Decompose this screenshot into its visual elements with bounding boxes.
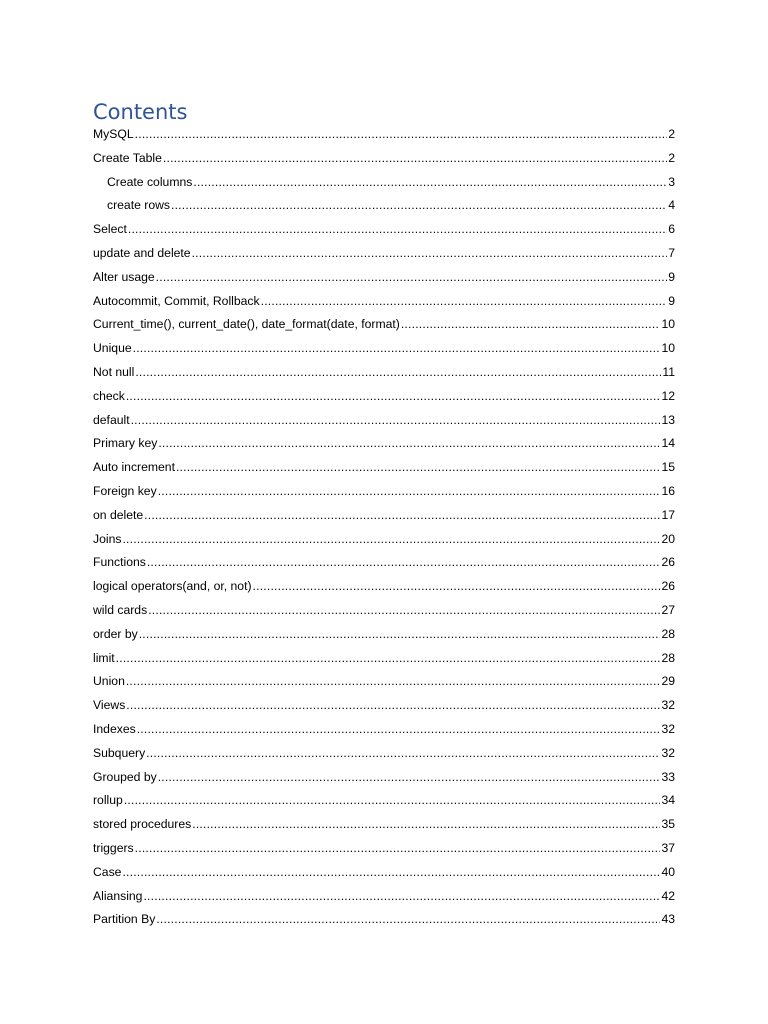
toc-entry-label: Autocommit, Commit, Rollback	[93, 293, 260, 308]
toc-dot-leader	[116, 647, 661, 671]
toc-dot-leader	[156, 908, 660, 932]
toc-dot-leader	[163, 147, 667, 171]
toc-dot-leader	[124, 789, 661, 813]
toc-entry-page-number: 32	[661, 698, 675, 713]
toc-dot-leader	[148, 599, 660, 623]
toc-entry[interactable]	[93, 766, 675, 790]
toc-entry-label: order by	[93, 626, 138, 641]
toc-entry-page-number: 10	[661, 317, 675, 332]
toc-dot-leader	[192, 813, 660, 837]
toc-entry-page-number: 15	[661, 460, 675, 475]
toc-entry-page-number: 6	[668, 222, 675, 237]
toc-entry[interactable]	[93, 337, 675, 361]
toc-entry-label: update and delete	[93, 245, 191, 260]
toc-entry-label: Not null	[93, 364, 135, 379]
toc-entry[interactable]	[93, 813, 675, 837]
toc-entry-page-number: 40	[661, 864, 675, 879]
toc-entry-page-number: 34	[661, 793, 675, 808]
toc-entry-page-number: 32	[661, 721, 675, 736]
toc-entry[interactable]	[93, 908, 675, 932]
toc-dot-leader	[128, 218, 667, 242]
toc-entry-label: Auto increment	[93, 460, 175, 475]
toc-dot-leader	[253, 575, 661, 599]
toc-entry-label: MySQL	[93, 127, 134, 141]
table-of-contents	[93, 123, 675, 932]
toc-entry-page-number: 28	[661, 650, 675, 665]
toc-entry[interactable]	[93, 861, 675, 885]
toc-entry[interactable]	[93, 432, 675, 456]
toc-entry-page-number: 27	[661, 602, 675, 617]
toc-dot-leader	[147, 551, 661, 575]
toc-entry-label: Aliansing	[93, 888, 143, 903]
toc-entry-page-number: 43	[661, 912, 675, 927]
toc-dot-leader	[193, 171, 667, 195]
toc-entry-label: check	[93, 388, 125, 403]
toc-entry-label: Foreign key	[93, 483, 157, 498]
toc-entry[interactable]	[93, 147, 675, 171]
toc-dot-leader	[126, 385, 661, 409]
toc-entry-label: Views	[93, 698, 126, 713]
toc-dot-leader	[135, 361, 661, 385]
toc-entry-label: Primary key	[93, 436, 158, 451]
toc-entry[interactable]	[93, 218, 675, 242]
toc-entry-label: Union	[93, 674, 125, 689]
toc-dot-leader	[171, 194, 667, 218]
toc-entry-page-number: 10	[661, 341, 675, 356]
toc-dot-leader	[156, 266, 668, 290]
toc-dot-leader	[126, 670, 661, 694]
toc-entry[interactable]	[93, 194, 675, 218]
toc-entry-label: Functions	[93, 555, 146, 570]
toc-entry-page-number: 16	[661, 483, 675, 498]
toc-entry-label: triggers	[93, 840, 134, 855]
toc-entry-label: limit	[93, 650, 115, 665]
toc-entry-page-number: 2	[668, 127, 675, 141]
toc-entry-label: Subquery	[93, 745, 146, 760]
toc-entry-page-number: 17	[661, 507, 675, 522]
toc-entry-page-number: 20	[661, 531, 675, 546]
toc-entry[interactable]	[93, 718, 675, 742]
toc-entry-page-number: 28	[661, 626, 675, 641]
toc-entry[interactable]	[93, 599, 675, 623]
toc-entry-label: Current_time(), current_date(), date_format(date, format)	[93, 317, 400, 332]
toc-entry-page-number: 37	[661, 840, 675, 855]
toc-entry-page-number: 33	[661, 769, 675, 784]
toc-dot-leader	[144, 504, 660, 528]
toc-entry-label: Indexes	[93, 721, 136, 736]
toc-dot-leader	[146, 742, 660, 766]
toc-entry-label: rollup	[93, 793, 123, 808]
toc-entry-label: Alter usage	[93, 269, 155, 284]
toc-entry-label: default	[93, 412, 130, 427]
toc-entry-label: Case	[93, 864, 122, 879]
toc-entry[interactable]	[93, 551, 675, 575]
toc-entry[interactable]	[93, 575, 675, 599]
toc-entry[interactable]	[93, 123, 675, 147]
toc-dot-leader	[135, 837, 661, 861]
toc-dot-leader	[122, 528, 660, 552]
toc-entry-page-number: 13	[661, 412, 675, 427]
toc-entry[interactable]	[93, 623, 675, 647]
toc-entry[interactable]	[93, 242, 675, 266]
toc-dot-leader	[192, 242, 668, 266]
toc-dot-leader	[401, 313, 661, 337]
toc-dot-leader	[158, 480, 661, 504]
toc-entry-page-number: 14	[661, 436, 675, 451]
toc-entry-page-number: 42	[661, 888, 675, 903]
toc-entry[interactable]	[93, 504, 675, 528]
toc-entry-label: Partition By	[93, 912, 156, 927]
toc-entry-label: Joins	[93, 531, 122, 546]
toc-entry-page-number: 35	[661, 817, 675, 832]
toc-entry[interactable]	[93, 885, 675, 909]
toc-entry-page-number: 26	[661, 555, 675, 570]
toc-entry[interactable]	[93, 694, 675, 718]
toc-entry-page-number: 9	[668, 293, 675, 308]
toc-entry[interactable]	[93, 789, 675, 813]
toc-entry-label: Create Table	[93, 150, 162, 165]
toc-entry-label: logical operators(and, or, not)	[93, 579, 252, 594]
toc-entry[interactable]	[93, 266, 675, 290]
toc-entry-label: Create columns	[107, 174, 193, 189]
toc-dot-leader	[158, 766, 661, 790]
toc-dot-leader	[158, 432, 660, 456]
toc-entry[interactable]	[93, 171, 675, 195]
toc-entry-page-number: 11	[662, 364, 675, 379]
toc-entry-label: create rows	[107, 198, 170, 213]
toc-entry-page-number: 32	[661, 745, 675, 760]
toc-entry-label: Grouped by	[93, 769, 157, 784]
toc-entry-page-number: 3	[668, 174, 675, 189]
toc-entry[interactable]	[93, 528, 675, 552]
toc-entry-page-number: 7	[668, 245, 675, 260]
toc-entry-page-number: 4	[668, 198, 675, 213]
toc-entry[interactable]	[93, 456, 675, 480]
toc-entry-page-number: 12	[661, 388, 675, 403]
toc-entry[interactable]	[93, 742, 675, 766]
toc-entry[interactable]	[93, 647, 675, 671]
toc-heading: Contents	[93, 100, 188, 124]
toc-dot-leader	[133, 337, 661, 361]
toc-entry-page-number: 2	[668, 150, 675, 165]
toc-dot-leader	[131, 409, 661, 433]
toc-entry[interactable]	[93, 385, 675, 409]
toc-entry-label: Select	[93, 222, 127, 237]
toc-entry-page-number: 26	[661, 579, 675, 594]
toc-entry-label: on delete	[93, 507, 144, 522]
toc-entry[interactable]	[93, 313, 675, 337]
toc-dot-leader	[176, 456, 660, 480]
toc-entry[interactable]	[93, 480, 675, 504]
toc-entry[interactable]	[93, 837, 675, 861]
toc-dot-leader	[135, 123, 668, 147]
toc-dot-leader	[122, 861, 660, 885]
toc-entry-label: Unique	[93, 341, 132, 356]
toc-entry-label: stored procedures	[93, 817, 192, 832]
toc-entry[interactable]	[93, 290, 675, 314]
toc-entry-label: wild cards	[93, 602, 148, 617]
toc-entry[interactable]	[93, 670, 675, 694]
toc-entry[interactable]	[93, 361, 675, 385]
toc-entry-page-number: 29	[661, 674, 675, 689]
toc-dot-leader	[261, 290, 668, 314]
toc-dot-leader	[137, 718, 661, 742]
toc-entry[interactable]	[93, 409, 675, 433]
toc-dot-leader	[126, 694, 660, 718]
toc-dot-leader	[139, 623, 661, 647]
toc-entry-page-number: 9	[668, 269, 675, 284]
toc-dot-leader	[143, 885, 660, 909]
